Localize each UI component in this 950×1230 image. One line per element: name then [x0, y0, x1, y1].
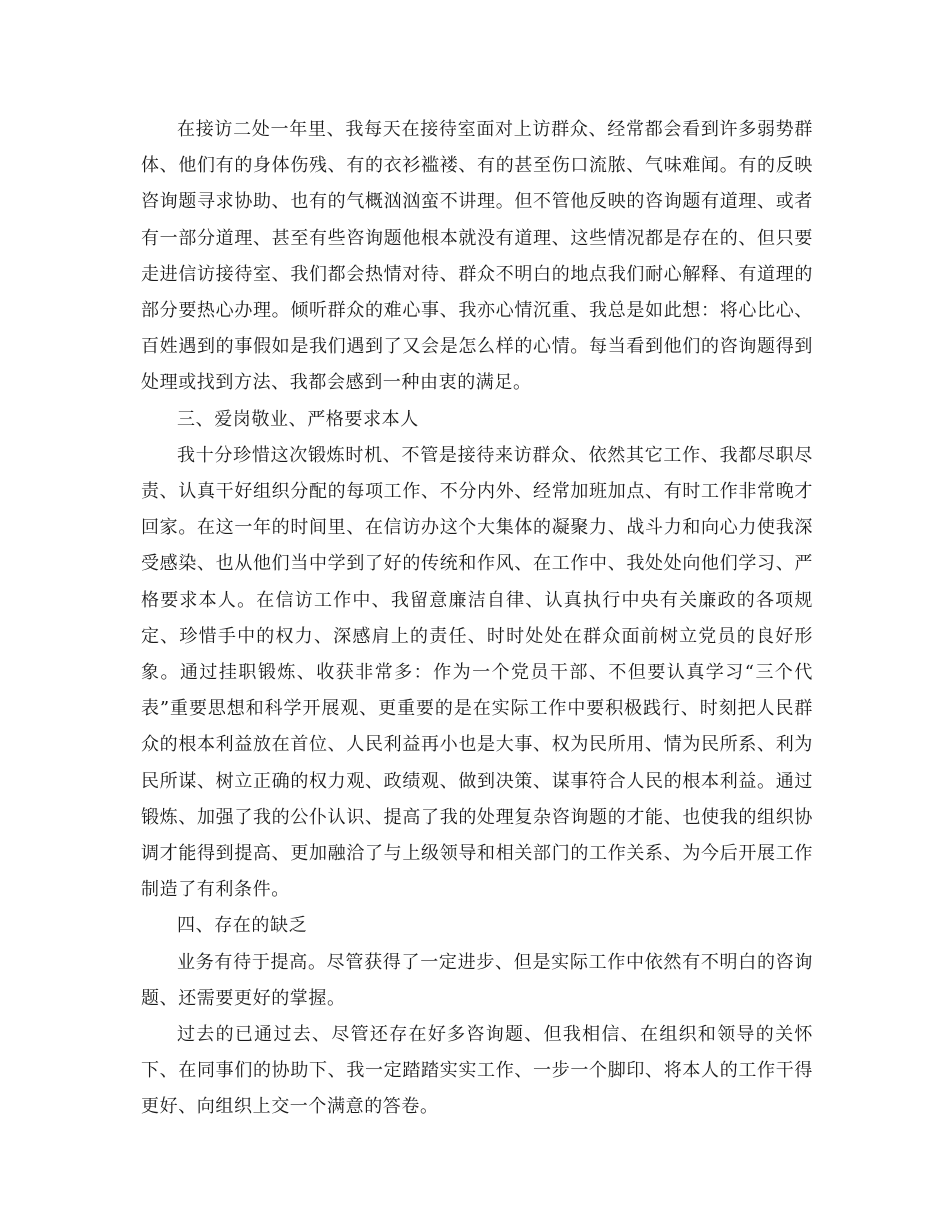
paragraph-conclusion: 过去的已通过去、尽管还存在好多咨询题、但我相信、在组织和领导的关怀下、在同事们的协助下、我一定踏踏实实工作、一步一个脚印、将本人的工作干得更好、向组织上交一个满意的答卷。 — [141, 1024, 813, 1118]
section-heading-dedication: 三、爱岗敬业、严格要求本人 — [177, 408, 419, 430]
paragraph-reception-experience: 在接访二处一年里、我每天在接待室面对上访群众、经常都会看到许多弱势群体、他们有的身体伤残、有的衣衫褴褛、有的甚至伤口流脓、气味难闻。有的反映咨询题寻求协助、也有的气概汹汹蛮不讲理。但不管他反映的咨询题有道理、或者有一部分道理、甚至有些咨询题他根本就没有道理、这些情况都是存在的、但只要走进信访接待室、我们都会热情对待、群众不明白的地点我们耐心解释、有道理的部分要热心办理。倾听群众的难心事、我亦心情沉重、我总是如此想：将心比心、百姓遇到的事假如是我们遇到了又会是怎么样的心情。每当看到他们的咨询题得到处理或找到方法、我都会感到一种由衷的满足。 — [141, 119, 813, 394]
document-page — [141, 112, 813, 1126]
paragraph-training-gains: 我十分珍惜这次锻炼时机、不管是接待来访群众、依然其它工作、我都尽职尽责、认真干好组织分配的每项工作、不分内外、经常加班加点、有时工作非常晚才回家。在这一年的时间里、在信访办这个大集体的凝聚力、战斗力和向心力使我深受感染、也从他们当中学到了好的传统和作风、在工作中、我处处向他们学习、严格要求本人。在信访工作中、我留意廉洁自律、认真执行中央有关廉政的各项规定、珍惜手中的权力、深感肩上的责任、时时处处在群众面前树立党员的良好形象。通过挂职锻炼、收获非常多：作为一个党员干部、不但要认真学习“三个代表”重要思想和科学开展观、更重要的是在实际工作中要积极践行、时刻把人民群众的根本利益放在首位、人民利益再小也是大事、权为民所用、情为民所系、利为民所谋、树立正确的权力观、政绩观、做到决策、谋事符合人民的根本利益。通过锻炼、加强了我的公仆认识、提高了我的处理复杂咨询题的才能、也使我的组织协调才能得到提高、更加融洽了与上级领导和相关部门的工作关系、为今后开展工作制造了有利条件。 — [141, 444, 813, 901]
section-heading-shortcomings: 四、存在的缺乏 — [177, 915, 308, 937]
paragraph-business-improvement: 业务有待于提高。尽管获得了一定进步、但是实际工作中依然有不明白的咨询题、还需要更好的掌握。 — [141, 951, 813, 1009]
